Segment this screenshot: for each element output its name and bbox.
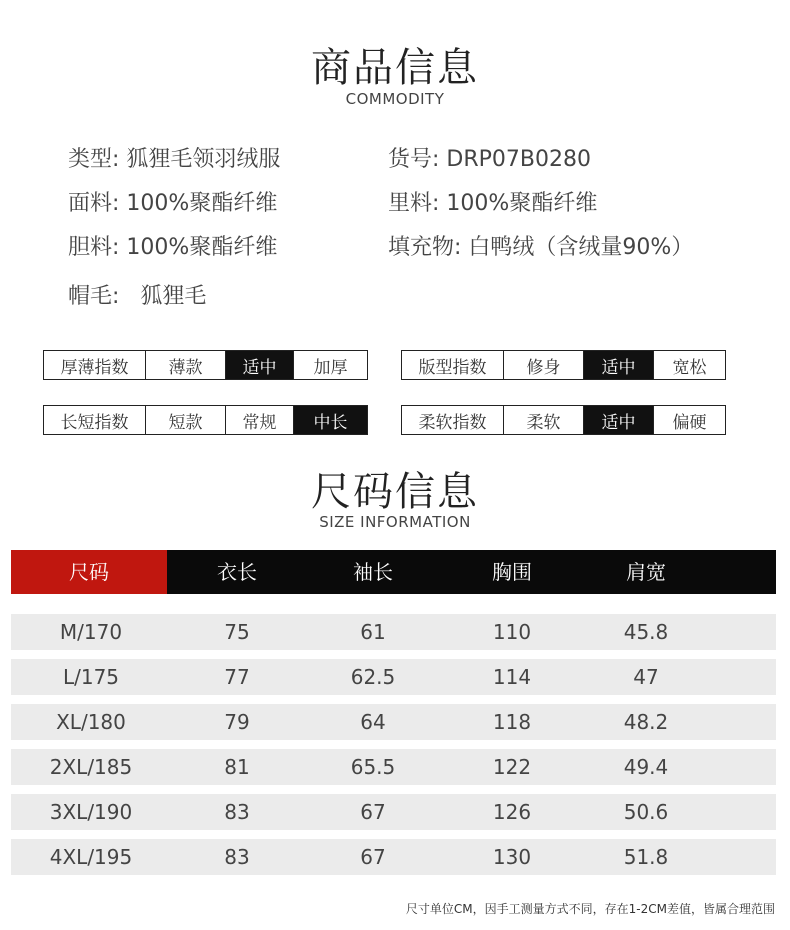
table-row [11,614,776,650]
size-title: 尺码信息 [311,469,479,515]
header-size: 尺码 [69,560,109,584]
cell-size: XL/180 [56,710,126,734]
scale-option-selected: 适中 [225,351,293,379]
size-table-header [11,550,776,594]
spec-value: 100%聚酯纤维 [126,235,278,260]
cell-size: 2XL/185 [49,755,133,779]
header-length: 衣长 [217,560,257,584]
spec-value: DRP07B0280 [446,147,591,172]
cell-chest: 118 [492,710,532,734]
spec-value: 狐狸毛领羽绒服 [126,147,281,172]
spec-label: 填充物: [388,235,462,260]
spec-label: 面料: [68,191,120,216]
cell-size: 4XL/195 [49,845,133,869]
cell-sleeve: 67 [360,845,386,869]
table-row [11,749,776,785]
scale-option-selected: 适中 [583,351,653,379]
cell-length: 79 [224,710,250,734]
scale-option-selected: 适中 [583,406,653,434]
table-row [11,839,776,875]
cell-chest: 110 [492,620,532,644]
cell-chest: 126 [492,800,532,824]
cell-shoulder: 49.4 [623,755,669,779]
cell-shoulder: 45.8 [623,620,669,644]
scale-option: 修身 [503,351,583,379]
cell-sleeve: 67 [360,800,386,824]
spec-item-number [388,142,591,173]
cell-length: 81 [224,755,250,779]
spec-filling [388,230,693,261]
scale-option: 宽松 [653,351,725,379]
fit-scale [401,350,726,380]
scale-option: 加厚 [293,351,367,379]
cell-length: 77 [224,665,250,689]
scale-option: 短款 [145,406,225,434]
header-sleeve: 袖长 [353,560,393,584]
cell-length: 75 [224,620,250,644]
header-shoulder: 肩宽 [626,560,666,584]
scale-option: 常规 [225,406,293,434]
scale-label: 厚薄指数 [60,357,129,378]
cell-size: M/170 [59,620,123,644]
cell-sleeve: 61 [360,620,386,644]
cell-shoulder: 51.8 [623,845,669,869]
cell-size: 3XL/190 [49,800,133,824]
size-note: 尺寸单位CM，因手工测量方式不同，存在1-2CM差值，皆属合理范围 [405,902,775,916]
cell-chest: 130 [492,845,532,869]
spec-value: 100%聚酯纤维 [126,191,278,216]
cell-sleeve: 64 [360,710,386,734]
spec-value: 白鸭绒（含绒量90%） [468,235,694,260]
cell-length: 83 [224,800,250,824]
thickness-scale [43,350,368,380]
spec-fabric [68,186,277,217]
cell-size: L/175 [62,665,120,689]
table-row [11,659,776,695]
cell-shoulder: 48.2 [623,710,669,734]
table-row [11,794,776,830]
length-scale [43,405,368,435]
commodity-title: 商品信息 [311,45,479,91]
scale-option-selected: 中长 [293,406,367,434]
cell-shoulder: 50.6 [623,800,669,824]
spec-type [68,142,280,173]
spec-hood-fur [68,279,206,310]
spec-value: 狐狸毛 [140,284,207,309]
spec-value: 100%聚酯纤维 [446,191,598,216]
cell-chest: 114 [492,665,532,689]
spec-lining [388,186,597,217]
size-subtitle: SIZE INFORMATION [319,513,471,531]
spec-label: 帽毛: [68,284,120,309]
scale-option: 偏硬 [653,406,725,434]
spec-inner-shell [68,230,277,261]
spec-label: 胆料: [68,235,120,260]
scale-label: 柔软指数 [418,412,487,433]
spec-label: 里料: [388,191,440,216]
header-chest: 胸围 [492,560,532,584]
softness-scale [401,405,726,435]
scale-option: 柔软 [503,406,583,434]
scale-label: 版型指数 [418,357,487,378]
cell-sleeve: 65.5 [350,755,396,779]
scale-label: 长短指数 [60,412,129,433]
table-row [11,704,776,740]
cell-chest: 122 [492,755,532,779]
scale-option: 薄款 [145,351,225,379]
cell-shoulder: 47 [633,665,659,689]
spec-label: 货号: [388,147,440,172]
cell-length: 83 [224,845,250,869]
cell-sleeve: 62.5 [350,665,396,689]
commodity-subtitle: COMMODITY [345,90,445,108]
spec-label: 类型: [68,147,120,172]
